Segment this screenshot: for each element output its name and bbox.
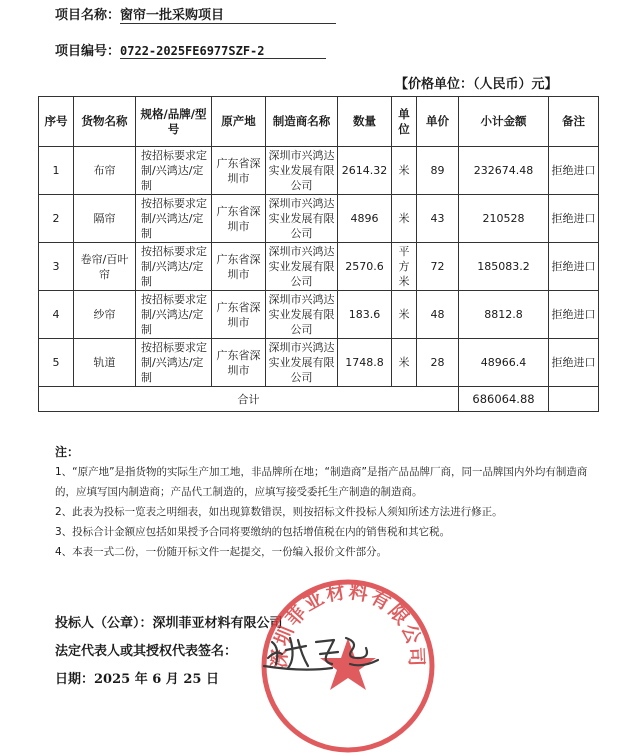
cell-no: 2 <box>39 195 74 243</box>
cell-qty: 2614.32 <box>338 147 392 195</box>
cell-remark: 拒绝进口 <box>549 195 599 243</box>
header-remark: 备注 <box>549 97 599 147</box>
price-unit-note: 【价格单位：（人民币）元】 <box>395 77 558 92</box>
cell-price: 89 <box>417 147 459 195</box>
cell-unit: 米 <box>392 195 417 243</box>
header-maker: 制造商名称 <box>266 97 338 147</box>
bidder-line: 投标人（公章）：深圳菲亚材料有限公司 <box>55 616 283 631</box>
project-name-value: 窗帘一批采购项目 <box>120 4 336 24</box>
cell-price: 43 <box>417 195 459 243</box>
table-header-row <box>39 97 599 147</box>
date-line: 日期：2025 年 6 月 25 日 <box>55 672 219 687</box>
notes-title: 注： <box>55 445 80 459</box>
cell-subtotal: 48966.4 <box>459 339 549 387</box>
seal-star <box>320 638 376 690</box>
cell-qty: 2570.6 <box>338 243 392 291</box>
total-remark-empty <box>549 387 599 412</box>
project-name-label: 项目名称： <box>55 8 121 23</box>
cell-spec: 按招标要求定制/兴鸿达/定制 <box>136 147 212 195</box>
cell-price: 72 <box>417 243 459 291</box>
cell-qty: 4896 <box>338 195 392 243</box>
header-unit: 单位 <box>392 97 417 147</box>
cell-qty: 1748.8 <box>338 339 392 387</box>
cell-no: 5 <box>39 339 74 387</box>
company-seal <box>258 576 438 756</box>
cell-remark: 拒绝进口 <box>549 291 599 339</box>
representative-line: 法定代表人或其授权代表签名： <box>55 644 238 659</box>
cell-origin: 广东省深圳市 <box>212 291 266 339</box>
note-item: 2、此表为投标一览表之明细表，如出现算数错误，则按招标文件投标人须知所述方法进行修正。 <box>55 506 503 518</box>
project-code-value: 0722-2025FE6977SZF-2 <box>120 44 326 59</box>
cell-qty: 183.6 <box>338 291 392 339</box>
note-item: 4、本表一式二份，一份随开标文件一起提交，一份编入报价文件部分。 <box>55 546 388 558</box>
cell-spec: 按招标要求定制/兴鸿达/定制 <box>136 243 212 291</box>
seal-outer-ring <box>264 582 432 750</box>
note-item: 1、“原产地”是指货物的实际生产加工地，非品牌所在地；“制造商”是指产品品牌厂商，同一品牌国内外均有制造商的，应填写国内制造商；产品代工制造的，应填写接受委托生产制造的制造商。 <box>55 466 588 498</box>
cell-unit: 米 <box>392 339 417 387</box>
project-name-line <box>55 4 336 24</box>
cell-maker: 深圳市兴鸿达实业发展有限公司 <box>266 339 338 387</box>
table-row <box>39 195 599 243</box>
cell-maker: 深圳市兴鸿达实业发展有限公司 <box>266 147 338 195</box>
cell-no: 1 <box>39 147 74 195</box>
cell-name: 纱帘 <box>74 291 136 339</box>
cell-no: 3 <box>39 243 74 291</box>
cell-origin: 广东省深圳市 <box>212 243 266 291</box>
cell-maker: 深圳市兴鸿达实业发展有限公司 <box>266 195 338 243</box>
cell-name: 轨道 <box>74 339 136 387</box>
cell-unit: 米 <box>392 291 417 339</box>
total-value: 686064.88 <box>459 387 549 412</box>
total-row <box>39 387 599 412</box>
cell-subtotal: 185083.2 <box>459 243 549 291</box>
project-code-line <box>55 40 326 59</box>
cell-unit: 米 <box>392 147 417 195</box>
cell-name: 卷帘/百叶帘 <box>74 243 136 291</box>
cell-origin: 广东省深圳市 <box>212 195 266 243</box>
cell-subtotal: 8812.8 <box>459 291 549 339</box>
cell-remark: 拒绝进口 <box>549 339 599 387</box>
seal-text: 深圳菲亚材料有限公司 <box>268 580 428 669</box>
handwritten-signature <box>262 628 390 674</box>
header-origin: 原产地 <box>212 97 266 147</box>
cell-spec: 按招标要求定制/兴鸿达/定制 <box>136 195 212 243</box>
header-no: 序号 <box>39 97 74 147</box>
cell-name: 布帘 <box>74 147 136 195</box>
cell-no: 4 <box>39 291 74 339</box>
header-subtotal: 小计金额 <box>459 97 549 147</box>
header-spec: 规格/品牌/型号 <box>136 97 212 147</box>
cell-origin: 广东省深圳市 <box>212 339 266 387</box>
table-row <box>39 243 599 291</box>
notes-section <box>55 442 600 562</box>
header-name: 货物名称 <box>74 97 136 147</box>
header-qty: 数量 <box>338 97 392 147</box>
table-row <box>39 339 599 387</box>
items-table <box>38 96 599 412</box>
cell-name: 隔帘 <box>74 195 136 243</box>
cell-origin: 广东省深圳市 <box>212 147 266 195</box>
cell-maker: 深圳市兴鸿达实业发展有限公司 <box>266 291 338 339</box>
cell-unit: 平方米 <box>392 243 417 291</box>
table-row <box>39 147 599 195</box>
cell-spec: 按招标要求定制/兴鸿达/定制 <box>136 291 212 339</box>
cell-spec: 按招标要求定制/兴鸿达/定制 <box>136 339 212 387</box>
header-price: 单价 <box>417 97 459 147</box>
cell-price: 48 <box>417 291 459 339</box>
table-row <box>39 291 599 339</box>
note-item: 3、投标合计金额应包括如果授予合同将要缴纳的包括增值税在内的销售税和其它税。 <box>55 526 451 538</box>
cell-maker: 深圳市兴鸿达实业发展有限公司 <box>266 243 338 291</box>
cell-price: 28 <box>417 339 459 387</box>
cell-subtotal: 210528 <box>459 195 549 243</box>
cell-remark: 拒绝进口 <box>549 243 599 291</box>
total-label: 合计 <box>39 387 459 412</box>
cell-subtotal: 232674.48 <box>459 147 549 195</box>
project-code-label: 项目编号： <box>55 44 121 59</box>
cell-remark: 拒绝进口 <box>549 147 599 195</box>
